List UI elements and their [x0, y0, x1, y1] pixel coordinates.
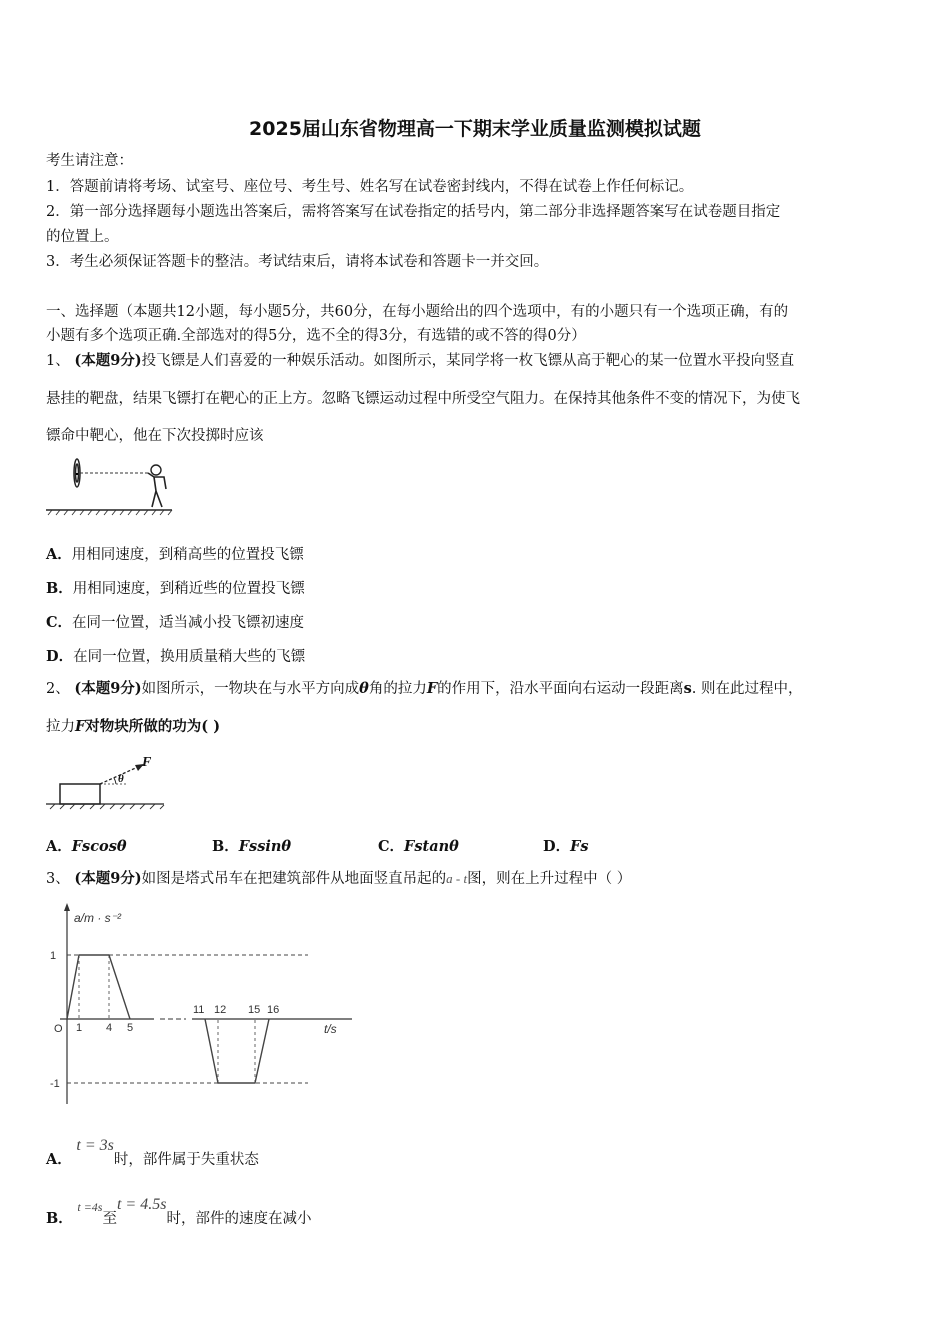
q1-line2: 悬挂的靶盘，结果飞镖打在靶心的正上方。忽略飞镖运动过程中所受空气阻力。在保持其他条件不变的情况下，为使飞	[46, 391, 800, 407]
q1-line1	[46, 351, 794, 371]
series-line-rising	[67, 955, 130, 1019]
q2-option-b[interactable]: B．Fssinθ	[212, 838, 292, 855]
q1-option-b[interactable]: B．用相同速度，到稍近些的位置投飞镖	[46, 580, 305, 597]
notice-item-2-line2: 的位置上。	[46, 229, 119, 245]
section-heading-line1: 一、选择题（本题共12小题，每小题5分，共60分，在每小题给出的四个选项中，有的小题只有一个选项正确，有的	[46, 304, 789, 320]
y-tick-label-0: 1	[50, 950, 57, 962]
x-tick-label-12: 12	[214, 1004, 227, 1016]
q1-option-c[interactable]: C．在同一位置，适当减小投飞镖初速度	[46, 614, 305, 631]
q2-option-a[interactable]: A．Fscosθ	[46, 838, 127, 855]
series-line-falling	[205, 1019, 269, 1083]
q2-option-c[interactable]: C．Fstanθ	[378, 838, 459, 855]
notice-item-3: 3．考生必须保证答题卡的整洁。考试结束后，请将本试卷和答题卡一并交回。	[46, 254, 549, 270]
section-heading-line2: 小题有多个选项正确.全部选对的得5分，选不全的得3分，有选错的或不答的得0分）	[46, 328, 586, 344]
acceleration-time-chart	[46, 900, 358, 1110]
angle-label: θ	[118, 773, 124, 785]
q1-line3: 镖命中靶心，他在下次投掷时应该	[46, 428, 264, 444]
y-axis-label: a/m · s⁻²	[74, 911, 121, 925]
notice-item-1: 1．答题前请将考场、试室号、座位号、考生号、姓名写在试卷密封线内，不得在试卷上作任何标记。	[46, 179, 694, 195]
q2-option-d[interactable]: D．Fs	[543, 838, 589, 855]
x-tick-label-4: 4	[106, 1022, 113, 1034]
x-tick-label-5: 5	[127, 1022, 134, 1034]
x-axis-label: t/s	[324, 1022, 337, 1036]
q3-option-a[interactable]: A． t = 3s时，部件属于失重状态	[46, 1137, 259, 1168]
q1-option-d[interactable]: D．在同一位置，换用质量稍大些的飞镖	[46, 648, 306, 665]
y-tick-label-2: -1	[50, 1078, 60, 1090]
block-force-figure	[46, 752, 166, 812]
x-tick-label-16: 16	[267, 1004, 280, 1016]
page-title: 2025届山东省物理高一下期末学业质量监测模拟试题	[249, 118, 701, 140]
q3-line1: 3、 (本题9分)如图是塔式吊车在把建筑部件从地面竖直吊起的a - t图，则在上升过程中（ ）	[46, 870, 632, 887]
q1-tag: (本题9分)	[74, 352, 142, 369]
q2-line1: 2、 (本题9分)如图所示，一物块在与水平方向成θ角的拉力F的作用下，沿水平面向右运动一段距离s. 则在此过程中，	[46, 680, 803, 697]
q3-graph-symbol: a - t	[446, 871, 468, 886]
dart-target-figure	[44, 455, 174, 519]
q1-number: 1、	[46, 353, 70, 369]
x-tick-label-1: 1	[76, 1022, 83, 1034]
force-label: F	[142, 755, 152, 770]
notice-heading: 考生请注意：	[46, 153, 133, 169]
q1-text-line1: 投飞镖是人们喜爱的一种娱乐活动。如图所示，某同学将一枚飞镖从高于靶心的某一位置水平投向竖直	[141, 353, 795, 369]
y-axis-arrow	[64, 903, 70, 911]
q3-option-b[interactable]: B． $^{t =4s}$至t = 4.5s时，部件的速度在减小	[46, 1196, 312, 1227]
origin-label: O	[54, 1023, 63, 1035]
q1-option-a[interactable]: A．用相同速度，到稍高些的位置投飞镖	[46, 546, 304, 563]
x-tick-label-11: 11	[193, 1004, 205, 1016]
x-tick-label-15: 15	[248, 1004, 261, 1016]
q2-line2: 拉力F对物块所做的功为( )	[46, 718, 221, 735]
notice-item-2-line1: 2．第一部分选择题每小题选出答案后，需将答案写在试卷指定的括号内，第二部分非选择题答案写在试卷题目指定	[46, 204, 781, 220]
